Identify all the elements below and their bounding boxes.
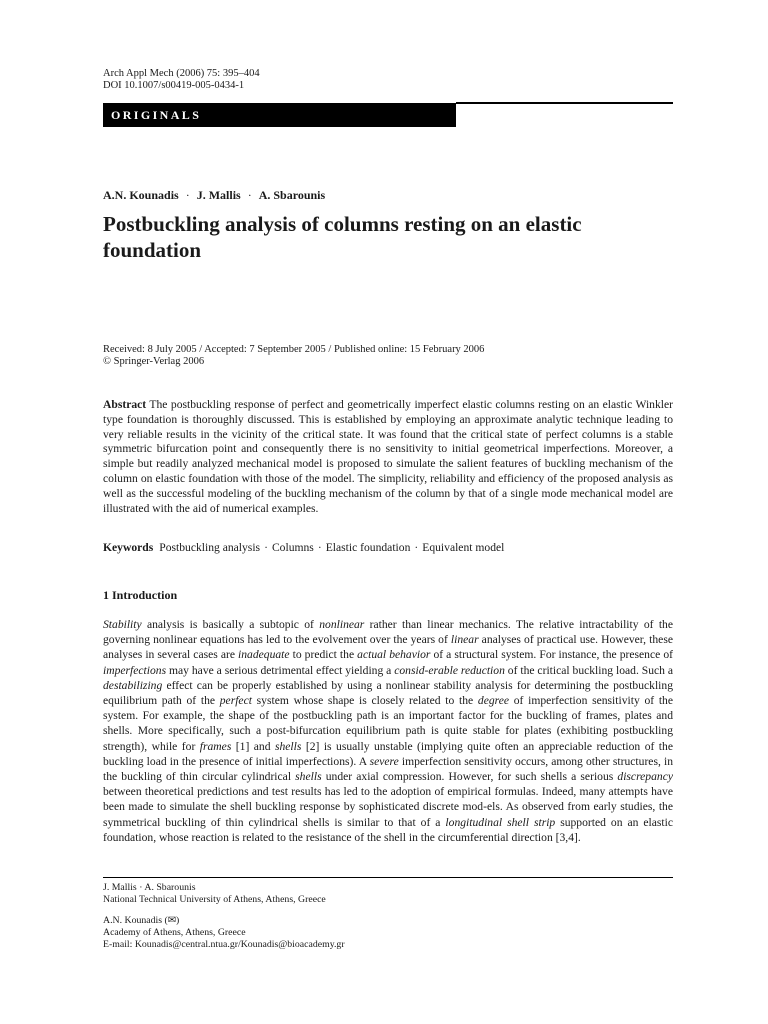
emphasized-term: perfect: [219, 694, 252, 708]
affiliation-authors: J. Mallis · A. Sbarounis: [103, 882, 196, 893]
corresponding-author-footnote: [103, 915, 345, 950]
article-title: Postbuckling analysis of columns resting on an elastic foundation: [103, 212, 582, 262]
keyword: Elastic foundation: [325, 541, 411, 554]
abstract-text: The postbuckling response of perfect and geometrically imperfect elastic columns resting on an elastic Winkler type foundation is thoroughly discussed. This is established by employing an approximate analytic technique leading to very reliable results in the vicinity of the critical state. It was found that the critical state of perfect columns is a stable symmetric bifurcation point and consequently there is no sensitivity to initial geometrical imperfections. Moreover, a simple but readily analyzed mechanical model is proposed to simulate the salient features of buckling mechanism of the column on elastic foundation with those of the model. The simplicity, reliability and efficiency of the proposed analysis as well as the successful modeling of the buckling mechanism of the column by that of a single mode mechanical model are illustrated with the aid of numerical examples.: [103, 398, 673, 515]
body-text: rather than linear mechanics. The relative intractability of the governing nonlinear equations has led to the evolvement over the years of: [103, 618, 673, 647]
emphasized-term: nonlinear: [319, 618, 365, 631]
keyword-separator: ·: [317, 541, 322, 554]
journal-citation: Arch Appl Mech (2006) 75: 395–404: [103, 68, 260, 79]
introduction-body: [103, 617, 673, 845]
body-text: imperfection sensitivity occurs, among other structures, in the buckling of thin circular cylindrical: [103, 754, 673, 784]
header-rule: [456, 102, 673, 104]
emphasized-term: longitudinal shell strip: [445, 815, 556, 829]
abstract-label: Abstract: [103, 398, 147, 411]
keyword: Postbuckling analysis: [159, 541, 261, 554]
citation-block: [103, 68, 260, 92]
emphasized-term: degree: [477, 694, 510, 708]
section-heading-introduction: 1 Introduction: [103, 588, 178, 602]
body-text: analysis is basically a subtopic of: [141, 618, 320, 631]
body-text: of a structural system. For instance, the presence of: [430, 648, 673, 662]
doi: DOI 10.1007/s00419-005-0434-1: [103, 80, 245, 91]
copyright-notice: © Springer-Verlag 2006: [103, 356, 205, 367]
keywords-label: Keywords: [103, 541, 154, 554]
emphasized-term: Stability: [103, 618, 142, 631]
body-text: under axial compression. However, for such shells a serious: [321, 770, 618, 784]
emphasized-term: discrepancy: [617, 770, 673, 784]
emphasized-term: destabilizing: [103, 678, 163, 692]
publication-dates: Received: 8 July 2005 / Accepted: 7 September 2005 / Published online: 15 February 2006: [103, 344, 485, 355]
keyword-separator: ·: [414, 541, 419, 554]
body-text: [1] and: [231, 739, 275, 753]
emphasized-term: linear: [450, 633, 479, 647]
emphasized-term: consid-erable reduction: [394, 663, 505, 677]
author-separator: ·: [247, 188, 252, 202]
footnote-rule: [103, 877, 673, 878]
affiliation-institution: National Technical University of Athens, Athens, Greece: [103, 893, 326, 905]
keyword: Equivalent model: [422, 541, 505, 554]
body-text: to predict the: [289, 648, 358, 662]
section-label-bar: ORIGINALS: [103, 103, 456, 127]
body-text: [2] is usually unstable (implying quite often an appreciable reduction of the buckling load in the presence of initial imperfections). A: [103, 739, 673, 768]
emphasized-term: severe: [369, 754, 399, 768]
affiliation-footnote: [103, 882, 326, 906]
body-text: of imperfection sensitivity of the system. For example, the shape of the postbuckling path is an important factor for the buckling of frames, plates and shells. More specifically, such a post-bifurcation equilibrium path is quite stable for plates (exhibiting postbuckling strength), while for: [103, 694, 673, 753]
emphasized-term: actual behavior: [357, 648, 431, 662]
body-text: system whose shape is closely related to the: [251, 694, 478, 708]
body-text: of the critical buckling load. Such a: [504, 663, 674, 677]
keyword: Columns: [271, 541, 314, 554]
emphasized-term: inadequate: [238, 648, 290, 662]
corresponding-author: A.N. Kounadis (✉): [103, 915, 180, 926]
body-text: may have a serious detrimental effect yielding a: [166, 663, 395, 677]
author-name: A.N. Kounadis: [103, 188, 179, 202]
body-text: analyses of practical use. However, these analyses in several cases are: [103, 633, 673, 662]
keywords: [103, 541, 504, 554]
corresponding-institution: Academy of Athens, Athens, Greece: [103, 926, 246, 938]
author-separator: ·: [185, 188, 190, 202]
keyword-separator: ·: [264, 541, 268, 554]
author-name: J. Mallis: [196, 188, 241, 202]
abstract: [103, 398, 673, 516]
body-text: between theoretical predictions and test results has led to the adoption of empirical formulas. Indeed, many attempts have been made to simulate the shell buckling response by sophisticated discrete mod-els. As observed from early studies, the symmetrical buckling of thin cylindrical shells is similar to that of a: [103, 785, 673, 829]
body-text: effect can be properly established by using a nonlinear stability analysis for determining the postbuckling equilibrium path of the: [103, 678, 673, 708]
publication-info: [103, 344, 484, 368]
emphasized-term: frames: [199, 739, 232, 753]
author-list: [103, 188, 325, 203]
body-text: supported on an elastic foundation, whose reaction is related to the resistance of the shell in the circumferential direction [3,4].: [103, 815, 673, 844]
corresponding-email: E-mail: Kounadis@central.ntua.gr/Kounadis@bioacademy.gr: [103, 938, 345, 950]
emphasized-term: imperfections: [103, 663, 167, 677]
author-name: A. Sbarounis: [258, 188, 326, 202]
emphasized-term: shells: [274, 739, 302, 753]
emphasized-term: shells: [295, 770, 322, 784]
